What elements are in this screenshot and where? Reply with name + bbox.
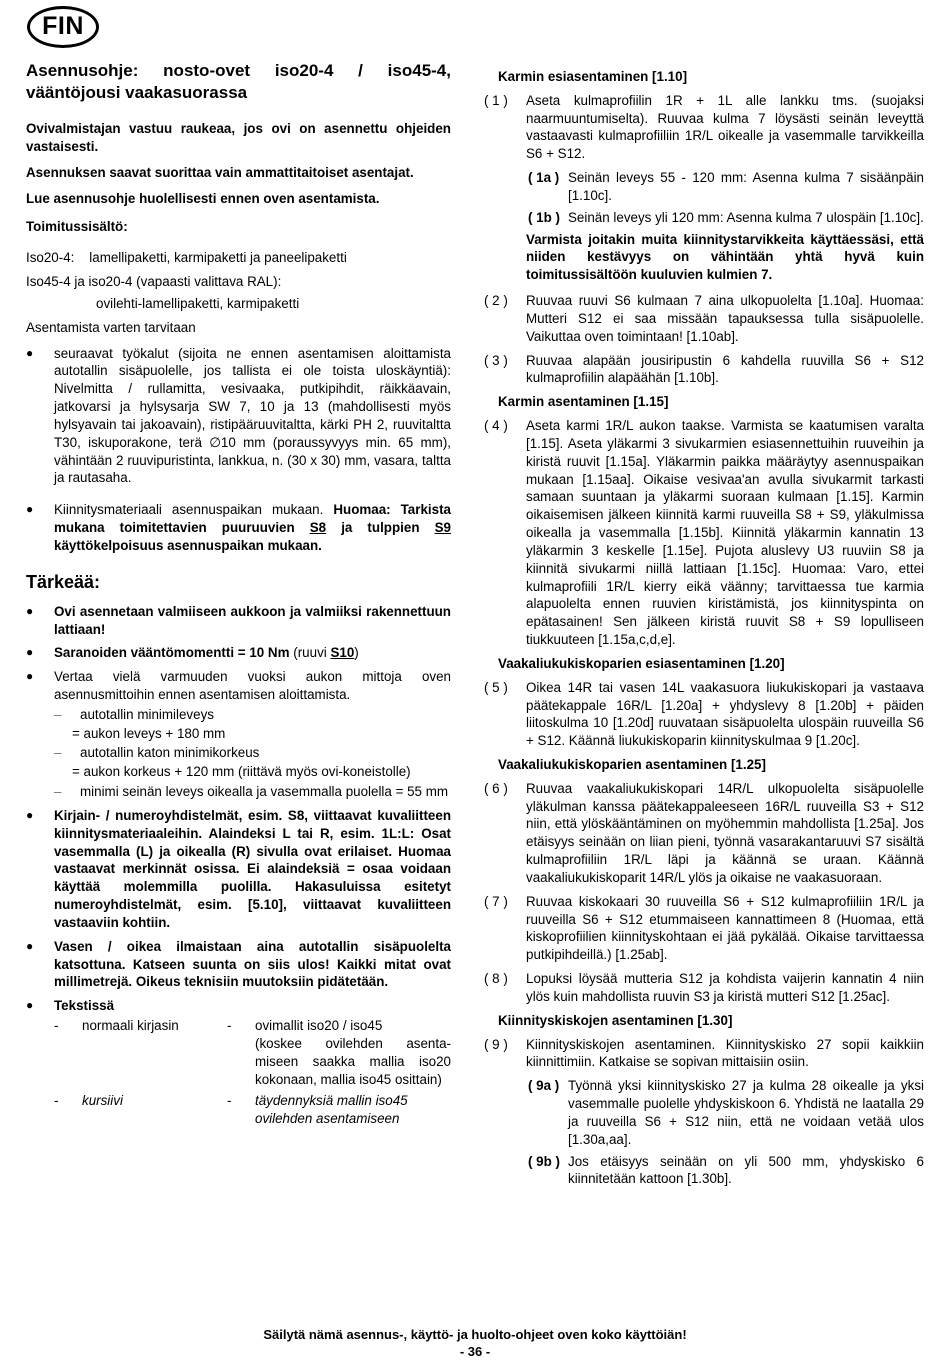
list-item: [26, 807, 451, 932]
responsibility-note: Ovivalmistajan vastuu raukeaa, jos ovi on asennettu ohjeiden vastaisesti.: [26, 121, 451, 155]
step-2: ( 2 ) Ruuvaa ruuvi S6 kulmaan 7 aina ulkopuolelta [1.10a]. Huomaa: Mutteri S12 ei saa missään tapauksessa tulla sisäpuolelle. Vaikuttaa oven toimintaan! [1.10ab].: [484, 293, 924, 344]
section-heading: Karmin asentaminen [1.15]: [498, 394, 669, 410]
step-7: ( 7 ) Ruuvaa kiskokaari 30 ruuveilla S6 + S12 kulmaprofiiliin 1R/L ja ruuveilla S6 + S12 etummaiseen kannattimeen 8 (Huomaa, että kiskoprofiilien kiinnityskohtaan ei jää pykälää. Oikaise tarvittaessa putkipihdeillä.) [1.25ab].: [484, 893, 924, 963]
step-1a: ( 1a ) Seinän leveys 55 - 120 mm: Asenna kulma 7 sisäänpäin [1.10c].: [528, 170, 924, 203]
delivery-iso45-detail: ovilehti-lamellipaketti, karmipaketti: [96, 295, 300, 311]
important-2: Saranoiden vääntömomentti = 10 Nm (ruuvi S10): [54, 645, 359, 661]
bullet-icon: ●: [26, 345, 34, 360]
tools-intro: Asentamista varten tarvitaan: [26, 319, 196, 335]
delivery-iso45: Iso45-4 ja iso20-4 (vapaasti valittava RAL):: [26, 274, 282, 290]
bullet-icon: ●: [26, 807, 34, 822]
step-8: ( 8 ) Lopuksi löysää mutteria S12 ja kohdista vaijerin kannatin 4 niin ylös kuin mahdollista ruuvin S3 ja kiristä mutteri S12 [1.25ac].: [484, 971, 924, 1004]
bullet-icon: ●: [26, 938, 34, 953]
page-title: Asennusohje: nosto-ovet iso20-4 / iso45-4, vääntöjousi vaakasuorassa: [26, 61, 451, 103]
step-4: ( 4 ) Aseta karmi 1R/L aukon taakse. Varmista se kaatumisen varalta [1.15]. Aseta yläkarmi 3 sivukarmien esiasennettuihin ruuveihin ja kiristä ruuvit [1.15a]. Yläkarmin paikka määräytyy asennuspaikan mukaan [1.15aa]. Oikaise vesivaa'an avulla sivukarmit tarkasti samaan suuntaan ja yläkarmi suoraan kulmaan [1.15]. Karmin oikaisemisen jälkeen kiinnitä karmi ruuveilla S8 + S9, yläkulmissa oikealla ja vasemmalla [1.15b]. Kiinnitä yläkarmin kannatin 13 yläkarmin 3 keskelle [1.15e]. Pujota aluslevy U3 ruuviin S8 ja kiinnitä sivukarmi niillä lattiaan [1.15c]. Huomaa: Varo, ettei kulmaprofiili 1R/L kierry eikä väänny; tarvittaessa tue karmia alapuolelta ennen ruuvien kiristämistä, jos kiinnityspinta on epätasainen! Sen jälkeen kiristä ruuvit S8 + S9 lopulliseen tiukkuuteen [1.15a,c,d,e].: [484, 418, 924, 648]
step-1-warning: Varmista joitakin muita kiinnitystarvikkeita käyttäessäsi, että niiden kestävyys on vähintään yhtä hyvä kuin toimitussisältöön kuuluvien kulmien 7.: [526, 231, 924, 283]
step-1b: ( 1b ) Seinän leveys yli 120 mm: Asenna kulma 7 ulospäin [1.10c].: [528, 209, 924, 225]
bullet-icon: ●: [26, 645, 34, 660]
legend-normal: normaali kirjasin: [82, 1018, 179, 1034]
right-column: [484, 64, 924, 1192]
bullet-icon: ●: [26, 669, 34, 684]
section-heading: Vaakaliukukiskoparien esiasentaminen [1.20]: [498, 655, 785, 671]
step-9: ( 9 ) Kiinnityskiskojen asentaminen. Kiinnityskisko 27 sopii kaikkiin kiinnittimiin. Katkaise se sopivan mittaisiin osiin.: [484, 1036, 924, 1070]
section-heading: Karmin esiasentaminen [1.10]: [498, 69, 688, 84]
footer-note: Säilytä nämä asennus-, käyttö- ja huolto-ohjeet oven koko käyttöiän!: [263, 1327, 687, 1342]
installer-note: Asennuksen saavat suorittaa vain ammattitaitoiset asentajat.: [26, 164, 414, 180]
list-item: [26, 938, 451, 991]
measure-1: – autotallin minimileveys: [54, 706, 214, 722]
legend-normal-note: (koskee ovilehden asenta-miseen saakka mallia iso20 kokonaan, mallia iso45 osittain): [255, 1035, 451, 1087]
bullet-icon: ●: [26, 502, 34, 517]
step-5: ( 5 ) Oikea 14R tai vasen 14L vaakasuora liukukiskopari ja vastaava päätekappale 16R/L [1.20a] + yhdyslevy 8 [1.20b] + päiden liitoskulma 10 [1.20d] ruuvataan sisäpuolelta ulospäin ruuveilla S6 + S12. Käännä liukukiskoparin kiinnityskulmaa 9 [1.20c].: [484, 679, 924, 749]
text-heading: Tekstissä: [54, 998, 115, 1014]
measure-3: – minimi seinän leveys oikealla ja vasemmalla puolella = 55 mm: [54, 784, 449, 800]
list-item: [26, 501, 451, 554]
tools-text: seuraavat työkalut (sijoita ne ennen asentamisen aloittamista autotallin sisäpuolelle, jos tallista ei ole toista uloskäyntiä): Nivelmitta / rullamitta, vesivaaka, putkipihdit, räikkäavain, jatkovarsi ja hylsysarja SW 7, 10 ja 13 (mahdollisesti myös hylsyavain tai jakoavain), ristipääruuvitaltta, kärki PH 2, ruuvitaltta T30, iskuporakone, terä ∅10 mm (poraussyvyys min. 65 mm), vähintään 2 ruuvipuristinta, lankkua, n. (30 x 30) mm, vasara, taltta ja rautasaha.: [54, 345, 451, 486]
measure-2: – autotallin katon minimikorkeus: [54, 745, 260, 761]
legend-normal-desc: ovimallit iso20 / iso45: [255, 1018, 383, 1034]
step-9b: ( 9b ) Jos etäisyys seinään on yli 500 mm, yhdyskisko 6 kiinnitetään kattoon [1.30b].: [528, 1153, 924, 1187]
measure-1-value: = aukon leveys + 180 mm: [72, 725, 226, 741]
section-heading: Kiinnityskiskojen asentaminen [1.30]: [498, 1012, 733, 1028]
important-4: Kirjain- / numeroyhdistelmät, esim. S8, viittaavat kuvaliitteen kiinnitysmateriaaleihin. Alaindeksi L tai R, esim. 1L:L: Osat vasemmalla (L) ja oikealla (R) sivulla ovat erilaiset. Huomaa vastaavat merkinnät osissa. Ei alaindeksiä = osaa voidaan käyttää molemmilla puolilla. Hakasuluissa esitetyt numeroyhdistelmät, esim. [5.10], viittaavat kuvaliitteen vastaaviin kohtiin.: [54, 807, 451, 930]
step-3: ( 3 ) Ruuvaa alapään jousiripustin 6 kahdella ruuvilla S6 + S12 kulmaprofiilin alapäähän [1.10b].: [484, 352, 924, 386]
step-1: ( 1 ) Aseta kulmaprofiilin 1R + 1L alle lankku tms. (suojaksi naarmuuntumiselta). Ruuvaa kulma 7 löysästi seinän leveyttä vastaavasti kulmaprofiiliin 1R/L oikealle ja vasemmalle tarvikkeilla S6 + S12.: [484, 92, 924, 162]
materials-text: Kiinnitysmateriaali asennuspaikan mukaan. Huomaa: Tarkista mukana toimitettavien puuruuvien S8 ja tulppien S9 käyttökelpoisuus asennuspaikan mukaan.: [54, 502, 451, 553]
important-1: Ovi asennetaan valmiiseen aukkoon ja valmiiksi rakennettuun lattiaan!: [54, 603, 451, 637]
list-item: [26, 345, 451, 488]
bullet-icon: ●: [26, 998, 34, 1013]
list-item: [26, 603, 451, 639]
left-column: [26, 60, 451, 1132]
text-legend: - normaali kirjasin - ovimallit iso20 / iso45 (koskee ovilehden asenta-miseen saakka mallia iso20 kokonaan, mallia iso45 osittain) - kursiivi - täydennyksiä mallin iso45 ovilehden asentamiseen: [54, 1018, 451, 1127]
delivery-title: Toimitussisältö:: [26, 218, 128, 234]
list-item: [26, 644, 451, 662]
important-3: Vertaa vielä varmuuden vuoksi aukon mittoja oven asennusmittoihin ennen asentamisen aloittamista.: [54, 669, 451, 702]
list-item: [26, 668, 451, 704]
fin-logo: FIN: [27, 6, 99, 48]
legend-italic: kursiivi: [82, 1093, 123, 1109]
page-number: - 36 -: [459, 1344, 491, 1359]
section-heading: Vaakaliukukiskoparien asentaminen [1.25]: [498, 756, 766, 772]
delivery-iso20: Iso20-4: lamellipaketti, karmipaketti ja paneelipaketti: [26, 250, 347, 266]
measure-2-value: = aukon korkeus + 120 mm (riittävä myös ovi-koneistolle): [72, 764, 411, 780]
important-5: Vasen / oikea ilmaistaan aina autotallin sisäpuolelta katsottuna. Katseen suunta on siis ulos! Kaikki mitat ovat millimetrejä. Oikeus teknisiin muutoksiin pidätetään.: [54, 938, 451, 990]
important-heading: Tärkeää:: [26, 571, 101, 592]
read-note: Lue asennusohje huolellisesti ennen oven asentamista.: [26, 190, 380, 206]
step-6: ( 6 ) Ruuvaa vaakaliukukiskopari 14R/L ulkopuolelta sisäpuolelle yläkulman kanssa päätekappaleeseen 16R/L ruuveilla S3 + S12 niin, että ylöskääntäminen on myöhemmin mahdollista [1.25a]. Jos etäisyys seinään on liian pieni, työnnä vasarakantaruuvi S7 sisältä kulmaprofiiliin 1R/L läpi ja käännä se uraan. Käännä vaakaliukukiskoparit 14R/L ylös ja oikaise ne vaakasuoraan.: [484, 780, 924, 885]
bullet-icon: ●: [26, 603, 34, 618]
step-9a: ( 9a ) Työnnä yksi kiinnityskisko 27 ja kulma 28 oikealle ja yksi vasemmalle puolelle yhdyskiskoon 6. Yhdistä ne laatalla 29 ja ruuveilla S6 + S12 niin, että ne voidaan vetää ulos [1.30a,aa].: [528, 1078, 924, 1147]
list-item: [26, 997, 451, 1015]
legend-italic-desc: täydennyksiä mallin iso45 ovilehden asentamiseen: [255, 1093, 408, 1127]
